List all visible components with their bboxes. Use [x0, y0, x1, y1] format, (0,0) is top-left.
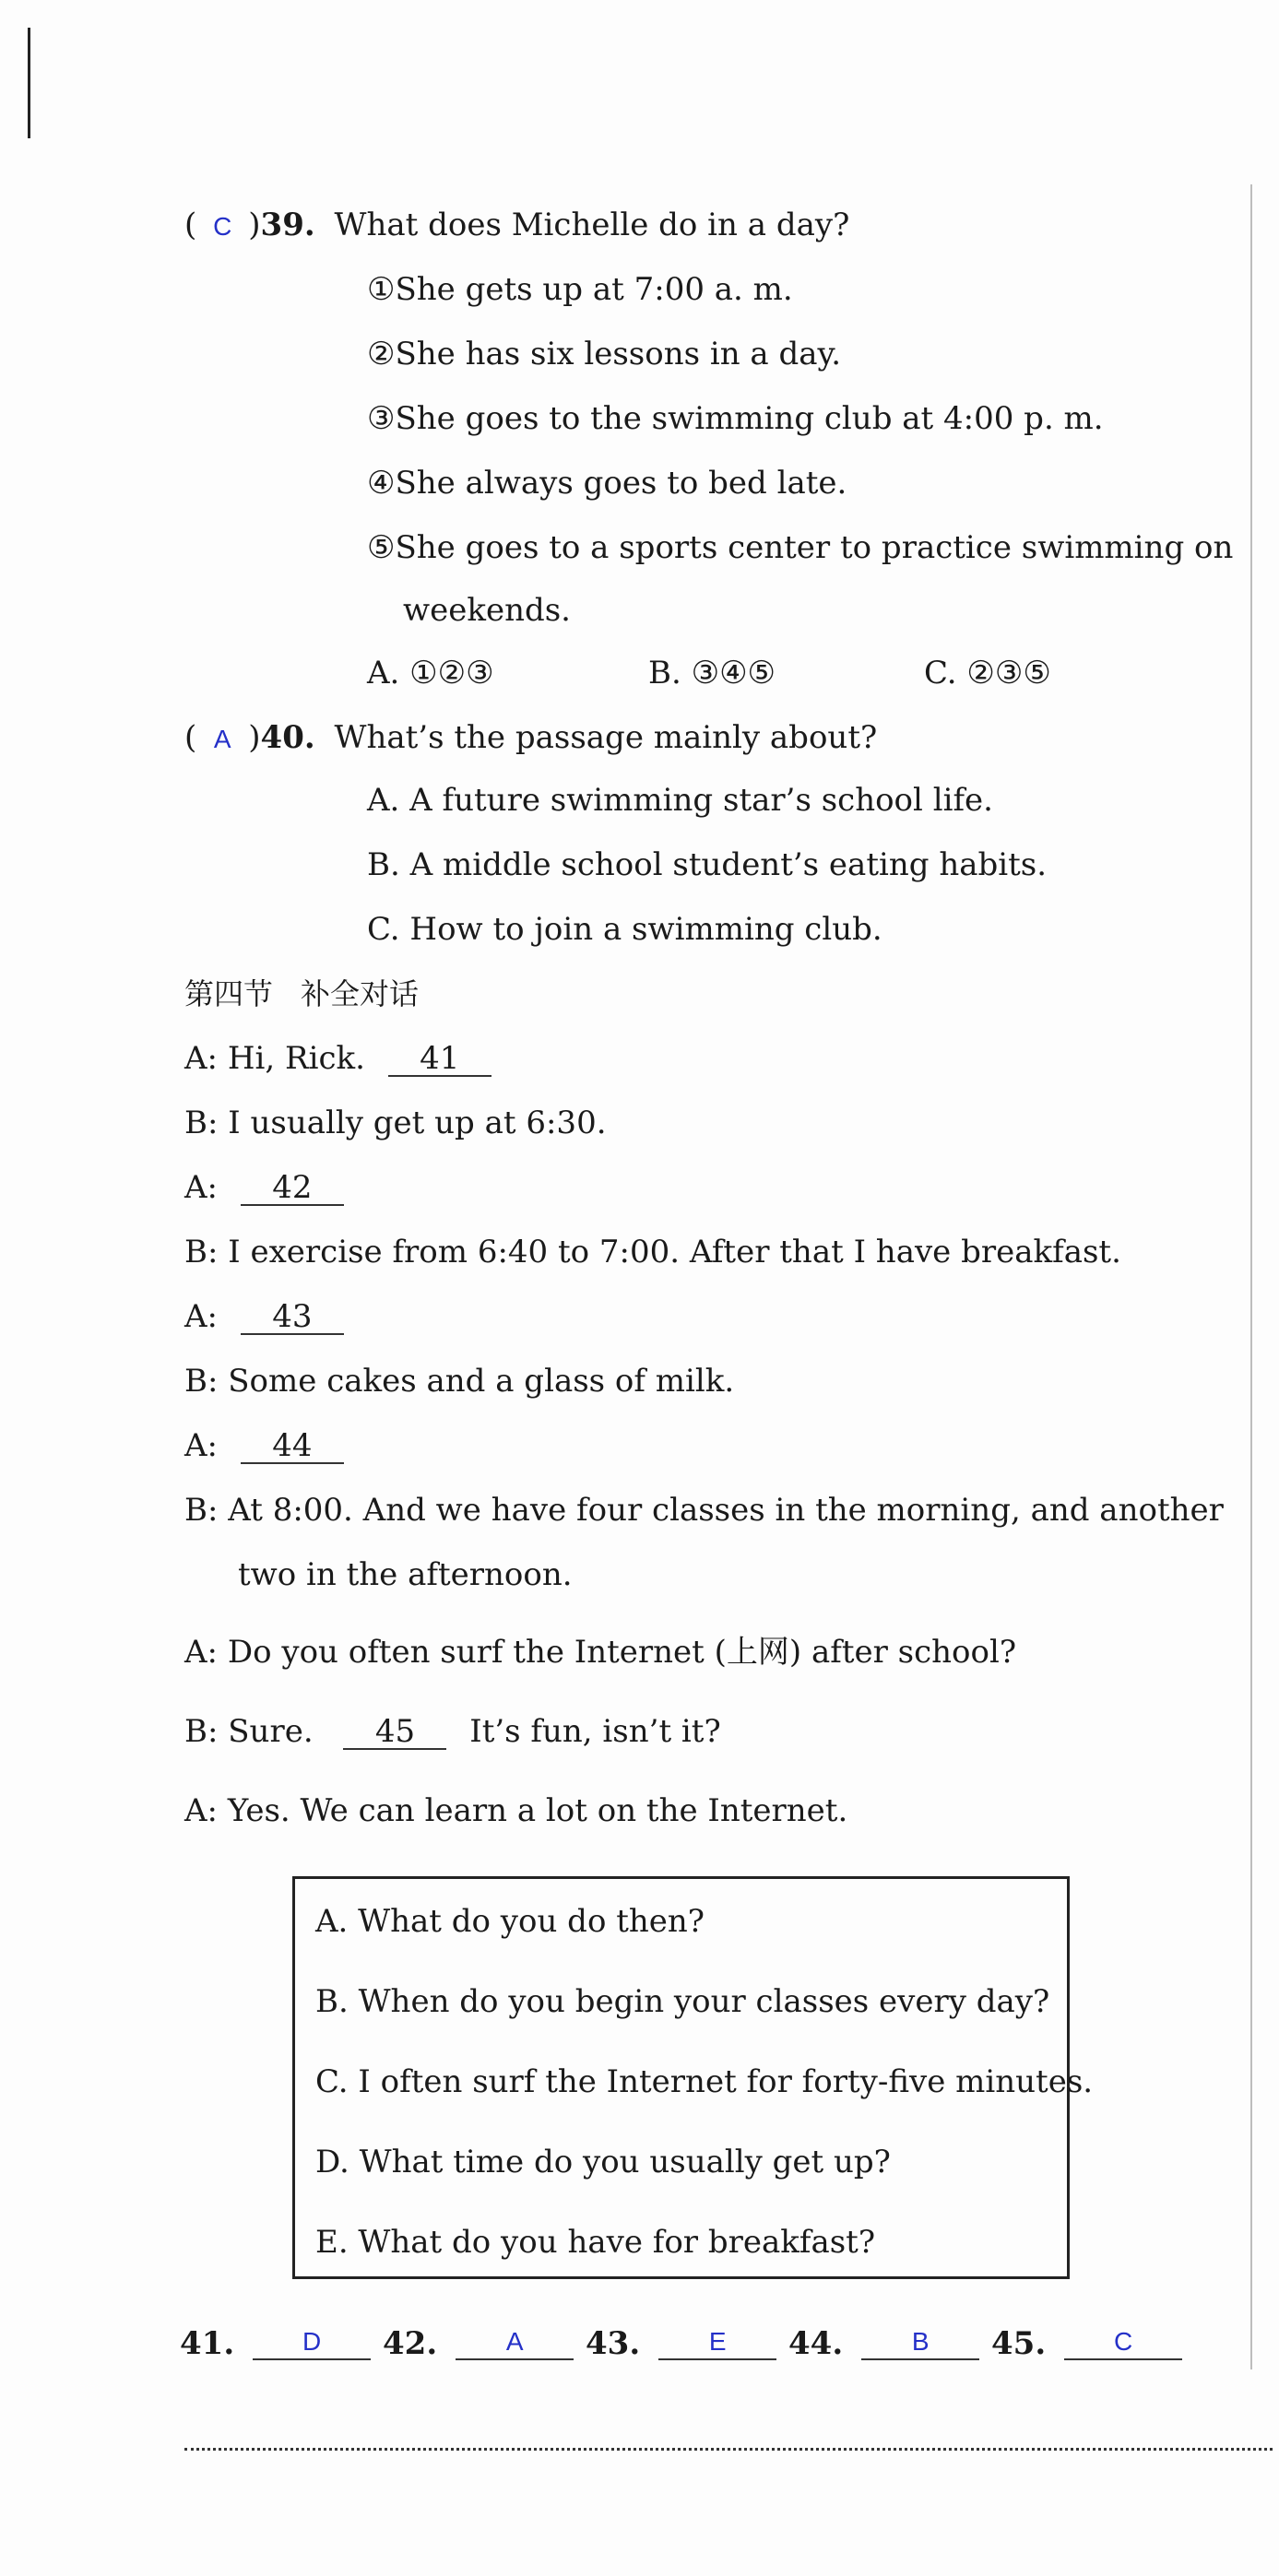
answer-number: 42	[383, 2325, 427, 2362]
dialogue-text: At 8:00. And we have four classes in the morning, and another	[228, 1492, 1224, 1529]
dialogue-line-6	[184, 1361, 734, 1401]
choice-a: A. What do you do then?	[315, 1903, 705, 1940]
answer-42	[383, 2323, 574, 2364]
answer-blank-41[interactable]: D	[253, 2325, 371, 2360]
question-number: 40	[260, 719, 304, 756]
dialogue-line-7	[184, 1425, 349, 1466]
q39-option-c: C. ②③⑤	[924, 655, 1051, 691]
answer-blank-43[interactable]: E	[658, 2325, 776, 2360]
statement-5-continued: weekends.	[403, 592, 571, 629]
answer-40[interactable]: A	[213, 725, 231, 753]
dialogue-line-2	[184, 1103, 607, 1143]
blank-44[interactable]: 44	[241, 1429, 344, 1464]
answer-blank-42[interactable]: A	[456, 2325, 574, 2360]
close-paren: )	[248, 207, 261, 243]
speaker-label: A:	[184, 1792, 219, 1829]
question-number-dot: .	[303, 207, 315, 243]
question-number: 39	[260, 207, 304, 243]
answer-41	[180, 2323, 371, 2364]
answer-number: 45	[991, 2325, 1036, 2362]
dialogue-line-11	[184, 1790, 847, 1831]
answer-45	[991, 2323, 1182, 2364]
q40-option-c: C. How to join a swimming club.	[367, 911, 882, 948]
question-number-dot: .	[303, 719, 315, 756]
q39-option-a: A. ①②③	[367, 655, 494, 691]
question-text: What does Michelle do in a day?	[334, 207, 850, 243]
speaker-label: B:	[184, 1234, 219, 1270]
choice-c: C. I often surf the Internet for forty-five minutes.	[315, 2063, 1094, 2100]
answer-44	[788, 2323, 979, 2364]
dialogue-text: Hi, Rick.	[227, 1040, 365, 1077]
blank-43[interactable]: 43	[241, 1300, 344, 1335]
speaker-label: B:	[184, 1105, 219, 1141]
answer-number: 41	[180, 2325, 224, 2362]
right-margin-rule	[1250, 184, 1252, 2369]
answer-number: 44	[788, 2325, 833, 2362]
dialogue-line-10	[184, 1711, 721, 1752]
bottom-dotted-rule	[184, 2448, 1273, 2451]
close-paren: )	[248, 719, 261, 756]
section-heading	[184, 974, 419, 1014]
statement-4: ④She always goes to bed late.	[367, 465, 847, 502]
choice-d: D. What time do you usually get up?	[315, 2144, 891, 2180]
dialogue-line-5	[184, 1296, 349, 1337]
dialogue-text: Do you often surf the Internet (上网) after school?	[227, 1634, 1017, 1671]
question-40-header	[184, 717, 877, 760]
choices-box	[292, 1876, 1094, 2279]
dialogue-line-9	[184, 1632, 1016, 1672]
open-paren: (	[184, 719, 197, 756]
answer-number-dot: .	[832, 2325, 844, 2362]
dialogue-line-8-continued: two in the afternoon.	[238, 1556, 573, 1593]
dialogue-line-8	[184, 1490, 1224, 1530]
q40-option-b: B. A middle school student’s eating habits.	[367, 846, 1048, 883]
statement-3: ③She goes to the swimming club at 4:00 p. m.	[367, 400, 1104, 437]
answer-43	[586, 2323, 776, 2364]
question-39-header	[184, 205, 849, 247]
dialogue-line-4	[184, 1232, 1121, 1272]
speaker-label: B:	[184, 1363, 219, 1400]
dialogue-line-3	[184, 1167, 349, 1208]
speaker-label: A:	[184, 1634, 219, 1671]
dialogue-line-1	[184, 1038, 497, 1079]
speaker-label: A:	[184, 1040, 219, 1077]
dialogue-text: I exercise from 6:40 to 7:00. After that I have breakfast.	[228, 1234, 1121, 1270]
choice-e: E. What do you have for breakfast?	[315, 2224, 876, 2261]
answer-number-dot: .	[629, 2325, 641, 2362]
dialogue-text: Some cakes and a glass of milk.	[228, 1363, 735, 1400]
blank-41[interactable]: 41	[388, 1042, 491, 1077]
speaker-label: A:	[184, 1169, 219, 1206]
answer-blank-44[interactable]: B	[861, 2325, 979, 2360]
statement-1: ①She gets up at 7:00 a. m.	[367, 271, 793, 308]
speaker-label: B:	[184, 1492, 219, 1529]
left-margin-rule	[28, 28, 30, 138]
speaker-label: A:	[184, 1427, 219, 1464]
dialogue-text-after: It’s fun, isn’t it?	[469, 1713, 721, 1750]
speaker-label: B:	[184, 1713, 219, 1750]
answer-number-dot: .	[223, 2325, 235, 2362]
section-title: 第四节	[184, 976, 274, 1011]
dialogue-text: I usually get up at 6:30.	[228, 1105, 607, 1141]
answer-number-dot: .	[426, 2325, 438, 2362]
blank-42[interactable]: 42	[241, 1171, 344, 1206]
answer-39[interactable]: C	[213, 212, 232, 241]
q39-option-b: B. ③④⑤	[648, 655, 776, 691]
answer-blank-45[interactable]: C	[1064, 2325, 1182, 2360]
question-text: What’s the passage mainly about?	[334, 719, 878, 756]
statement-5: ⑤She goes to a sports center to practice swimming on	[367, 529, 1234, 566]
answer-number-dot: .	[1035, 2325, 1047, 2362]
answer-number: 43	[586, 2325, 630, 2362]
choice-b: B. When do you begin your classes every day?	[315, 1983, 1050, 2020]
q40-option-a: A. A future swimming star’s school life.	[367, 782, 993, 819]
dialogue-text: Yes. We can learn a lot on the Internet.	[227, 1792, 848, 1829]
open-paren: (	[184, 207, 197, 243]
section-subtitle: 补全对话	[301, 976, 420, 1011]
statement-2: ②She has six lessons in a day.	[367, 336, 842, 372]
dialogue-text: Sure.	[228, 1713, 314, 1750]
blank-45[interactable]: 45	[343, 1715, 446, 1750]
speaker-label: A:	[184, 1298, 219, 1335]
